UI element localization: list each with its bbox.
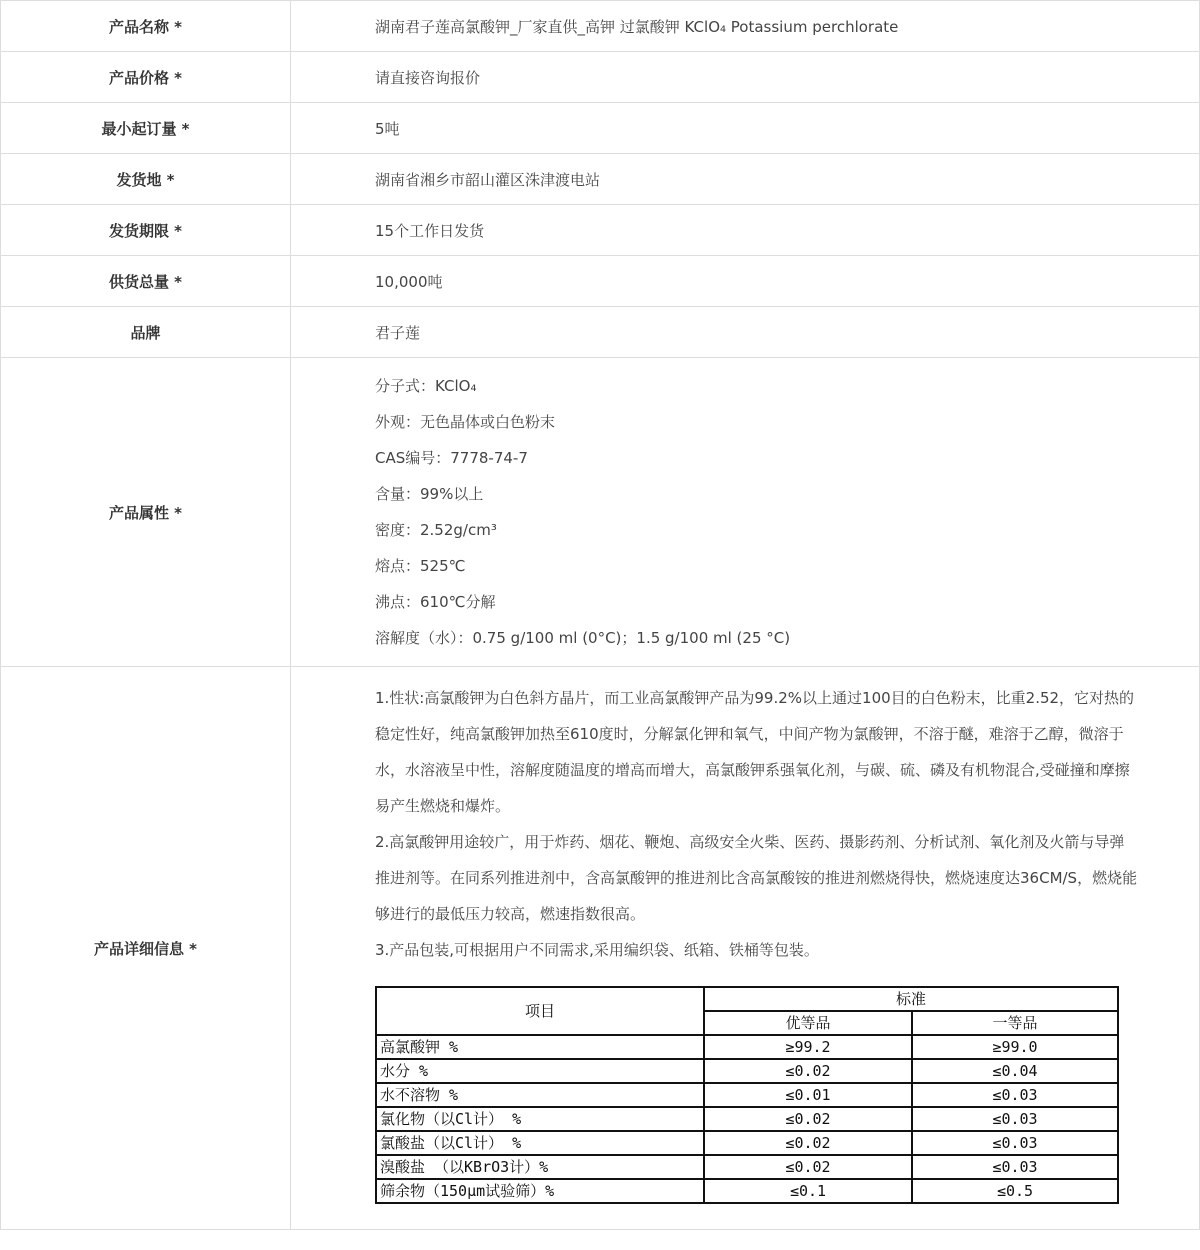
- spec-row: [376, 1155, 1118, 1179]
- attribute-item: 沸点：610℃分解: [375, 593, 496, 611]
- spec-grade1-value: ≤0.02: [704, 1107, 912, 1131]
- spec-row: [376, 1179, 1118, 1203]
- field-label: 产品属性 *: [1, 358, 291, 667]
- field-value: 5吨: [291, 103, 1200, 154]
- field-value: 10,000吨: [291, 256, 1200, 307]
- table-row: [1, 307, 1200, 358]
- attributes-row: [1, 358, 1200, 667]
- table-row: [1, 256, 1200, 307]
- spec-item: 溴酸盐 （以KBrO3计）%: [376, 1155, 704, 1179]
- spec-grade2-value: ≤0.04: [912, 1059, 1118, 1083]
- spec-grade2-value: ≤0.03: [912, 1155, 1118, 1179]
- spec-grade2-value: ≤0.03: [912, 1131, 1118, 1155]
- spec-grade1-value: ≤0.1: [704, 1179, 912, 1203]
- spec-table: [375, 986, 1119, 1204]
- spec-item: 水不溶物 %: [376, 1083, 704, 1107]
- spec-grade2-value: ≤0.5: [912, 1179, 1118, 1203]
- spec-row: [376, 1035, 1118, 1059]
- table-row: [1, 1, 1200, 52]
- spec-header-grade1: 优等品: [704, 1011, 912, 1035]
- field-value: 君子莲: [291, 307, 1200, 358]
- field-label: 发货地 *: [1, 154, 291, 205]
- attribute-item: CAS编号：7778-74-7: [375, 449, 528, 467]
- spec-row: [376, 1107, 1118, 1131]
- field-value: 湖南省湘乡市韶山灌区洙津渡电站: [291, 154, 1200, 205]
- detail-paragraph: 1.性状:高氯酸钾为白色斜方晶片，而工业高氯酸钾产品为99.2%以上通过100目的白色粉末，比重2.52，它对热的稳定性好，纯高氯酸钾加热至610度时，分解氯化钾和氧气，中间产物为氯酸钾，不溶于醚，难溶于乙醇，微溶于水，水溶液呈中性，溶解度随温度的增高而增大，高氯酸钾系强氧化剂，与碳、硫、磷及有机物混合,受碰撞和摩擦易产生燃烧和爆炸。: [375, 689, 1135, 815]
- field-label: 发货期限 *: [1, 205, 291, 256]
- field-label: 产品名称 *: [1, 1, 291, 52]
- spec-row: [376, 1059, 1118, 1083]
- spec-row: [376, 1131, 1118, 1155]
- attribute-item: 分子式：KClO₄: [375, 377, 477, 395]
- field-label: 产品详细信息 *: [1, 667, 291, 1230]
- spec-header-standard: 标准: [704, 987, 1118, 1011]
- detail-row: [1, 667, 1200, 1230]
- spec-grade2-value: ≤0.03: [912, 1107, 1118, 1131]
- spec-grade1-value: ≤0.02: [704, 1059, 912, 1083]
- spec-item: 高氯酸钾 %: [376, 1035, 704, 1059]
- field-value: 15个工作日发货: [291, 205, 1200, 256]
- table-row: [1, 205, 1200, 256]
- spec-grade1-value: ≤0.01: [704, 1083, 912, 1107]
- detail-paragraph: 3.产品包装,可根据用户不同需求,采用编织袋、纸箱、铁桶等包装。: [375, 941, 819, 959]
- field-label: 品牌: [1, 307, 291, 358]
- spec-item: 筛余物（150μm试验筛）%: [376, 1179, 704, 1203]
- spec-item: 氯酸盐（以Cl计） %: [376, 1131, 704, 1155]
- attribute-item: 含量：99%以上: [375, 485, 484, 503]
- table-row: [1, 154, 1200, 205]
- field-label: 产品价格 *: [1, 52, 291, 103]
- field-value: 请直接咨询报价: [291, 52, 1200, 103]
- attribute-item: 溶解度（水）：0.75 g/100 ml (0°C)；1.5 g/100 ml (25 °C): [375, 629, 791, 647]
- spec-grade2-value: ≥99.0: [912, 1035, 1118, 1059]
- detail-paragraph: 2.高氯酸钾用途较广，用于炸药、烟花、鞭炮、高级安全火柴、医药、摄影药剂、分析试剂、氧化剂及火箭与导弹推进剂等。在同系列推进剂中，含高氯酸钾的推进剂比含高氯酸铵的推进剂燃烧得快，燃烧速度达36CM/S，燃烧能够进行的最低压力较高，燃速指数很高。: [375, 833, 1138, 923]
- field-label: 供货总量 *: [1, 256, 291, 307]
- spec-grade1-value: ≤0.02: [704, 1155, 912, 1179]
- spec-grade1-value: ≥99.2: [704, 1035, 912, 1059]
- spec-row: [376, 1083, 1118, 1107]
- spec-header-grade2: 一等品: [912, 1011, 1118, 1035]
- attribute-item: 熔点：525℃: [375, 557, 466, 575]
- table-row: [1, 103, 1200, 154]
- attribute-item: 密度：2.52g/cm³: [375, 521, 497, 539]
- spec-header-item: 项目: [376, 987, 704, 1035]
- field-value: 湖南君子莲高氯酸钾_厂家直供_高钾 过氯酸钾 KClO₄ Potassium perchlorate: [291, 1, 1200, 52]
- field-label: 最小起订量 *: [1, 103, 291, 154]
- spec-grade2-value: ≤0.03: [912, 1083, 1118, 1107]
- attribute-item: 外观：无色晶体或白色粉末: [375, 413, 556, 431]
- spec-item: 氯化物（以Cl计） %: [376, 1107, 704, 1131]
- spec-item: 水分 %: [376, 1059, 704, 1083]
- table-row: [1, 52, 1200, 103]
- spec-grade1-value: ≤0.02: [704, 1131, 912, 1155]
